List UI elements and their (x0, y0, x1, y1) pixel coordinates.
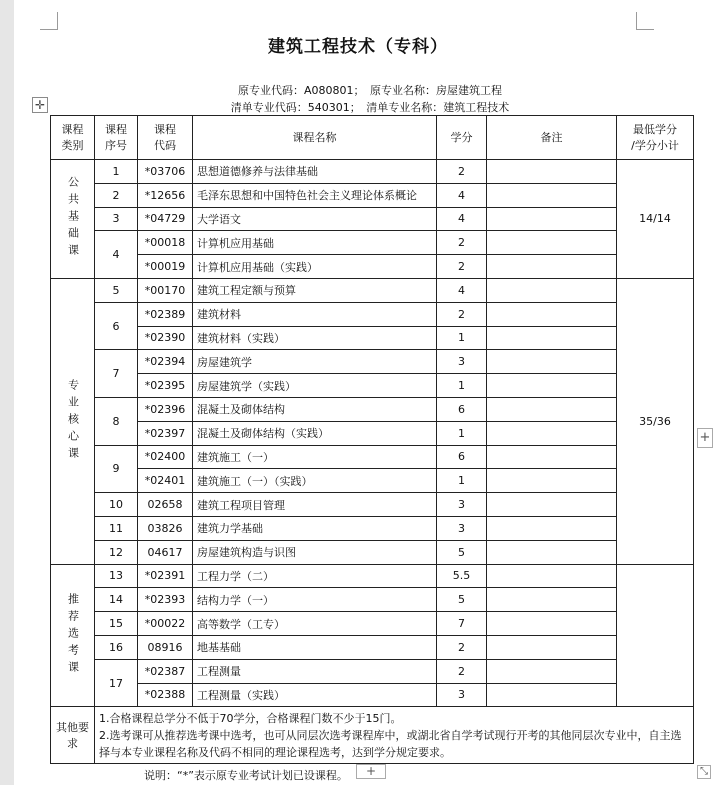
course-name-cell: 房屋建筑构造与识图 (193, 540, 437, 564)
requirement-line-1: 1.合格课程总学分不低于70学分，合格课程门数不少于15门。 (99, 711, 402, 725)
note-cell (487, 564, 617, 588)
table-row (51, 207, 694, 231)
code-cell: *02395 (138, 374, 193, 398)
code-cell: *00019 (138, 255, 193, 279)
code-cell: 03826 (138, 516, 193, 540)
note-cell (487, 635, 617, 659)
table-row (51, 397, 694, 421)
credit-cell: 2 (437, 659, 487, 683)
course-name-cell: 工程力学（二） (193, 564, 437, 588)
code-cell: *00022 (138, 612, 193, 636)
code-cell: *02393 (138, 588, 193, 612)
credit-cell: 4 (437, 207, 487, 231)
code-cell: *02400 (138, 445, 193, 469)
seq-cell: 11 (95, 516, 138, 540)
code-cell: *02394 (138, 350, 193, 374)
table-row (51, 374, 694, 398)
listed-major-info: 清单专业代码：540301； 清单专业名称：建筑工程技术 (230, 101, 510, 114)
credit-cell: 6 (437, 445, 487, 469)
header-code: 课程 代码 (138, 116, 193, 160)
header-min-credit: 最低学分 /学分小计 (617, 116, 694, 160)
table-row (51, 469, 694, 493)
table-row (51, 612, 694, 636)
seq-cell: 2 (95, 183, 138, 207)
table-row (51, 564, 694, 588)
page-left-edge (0, 0, 14, 785)
table-row (51, 588, 694, 612)
note-cell (487, 255, 617, 279)
seq-cell: 6 (95, 302, 138, 350)
credit-cell: 2 (437, 302, 487, 326)
course-name-cell: 地基基础 (193, 635, 437, 659)
table-row (51, 683, 694, 707)
seq-cell: 4 (95, 231, 138, 279)
credit-cell: 1 (437, 469, 487, 493)
note-cell (487, 659, 617, 683)
table-row (51, 540, 694, 564)
table-row (51, 421, 694, 445)
credit-cell: 3 (437, 516, 487, 540)
credit-cell: 2 (437, 231, 487, 255)
table-row (51, 231, 694, 255)
code-cell: *02388 (138, 683, 193, 707)
course-name-cell: 计算机应用基础 (193, 231, 437, 255)
note-cell (487, 207, 617, 231)
page-corner-mark-left (40, 12, 58, 30)
course-name-cell: 大学语文 (193, 207, 437, 231)
course-name-cell: 高等数学（工专） (193, 612, 437, 636)
code-cell: *02391 (138, 564, 193, 588)
credit-cell: 4 (437, 183, 487, 207)
code-cell: 02658 (138, 493, 193, 517)
table-header-row (51, 116, 694, 160)
table-row (51, 302, 694, 326)
course-name-cell: 思想道德修养与法律基础 (193, 160, 437, 184)
header-name: 课程名称 (193, 116, 437, 160)
credit-cell: 3 (437, 350, 487, 374)
table-row (51, 326, 694, 350)
credit-cell: 3 (437, 493, 487, 517)
seq-cell: 15 (95, 612, 138, 636)
seq-cell: 7 (95, 350, 138, 398)
credit-cell: 5 (437, 540, 487, 564)
credit-cell: 3 (437, 683, 487, 707)
note-cell (487, 445, 617, 469)
seq-cell: 14 (95, 588, 138, 612)
note-cell (487, 469, 617, 493)
document-title: 建筑工程技术（专科） (268, 37, 448, 57)
credit-cell: 2 (437, 255, 487, 279)
seq-cell: 3 (95, 207, 138, 231)
table-row (51, 516, 694, 540)
table-row (51, 160, 694, 184)
note-cell (487, 493, 617, 517)
credit-cell: 7 (437, 612, 487, 636)
course-name-cell: 毛泽东思想和中国特色社会主义理论体系概论 (193, 183, 437, 207)
note-cell (487, 350, 617, 374)
category-cell: 公共基础课 (51, 160, 95, 279)
course-name-cell: 工程测量（实践） (193, 683, 437, 707)
course-name-cell: 建筑力学基础 (193, 516, 437, 540)
seq-cell: 12 (95, 540, 138, 564)
table-resize-handle-icon[interactable]: ⤡ (697, 765, 711, 779)
seq-cell: 5 (95, 278, 138, 302)
min-credit-cell (617, 564, 694, 707)
course-name-cell: 建筑工程定额与预算 (193, 278, 437, 302)
code-cell: 08916 (138, 635, 193, 659)
credit-cell: 2 (437, 160, 487, 184)
course-name-cell: 建筑工程项目管理 (193, 493, 437, 517)
other-requirements-row (51, 707, 694, 764)
add-column-button[interactable]: + (697, 428, 713, 448)
code-cell: *02390 (138, 326, 193, 350)
note-cell (487, 302, 617, 326)
note-cell (487, 516, 617, 540)
code-cell: *02401 (138, 469, 193, 493)
note-cell (487, 612, 617, 636)
note-cell (487, 183, 617, 207)
category-cell: 推荐选考课 (51, 564, 95, 707)
credit-cell: 5.5 (437, 564, 487, 588)
table-row (51, 659, 694, 683)
note-cell (487, 540, 617, 564)
seq-cell: 10 (95, 493, 138, 517)
note-cell (487, 326, 617, 350)
other-requirements-text (95, 707, 694, 764)
code-cell: *04729 (138, 207, 193, 231)
min-credit-cell: 14/14 (617, 160, 694, 279)
table-row (51, 493, 694, 517)
seq-cell: 8 (95, 397, 138, 445)
course-name-cell: 房屋建筑学（实践） (193, 374, 437, 398)
credit-cell: 4 (437, 278, 487, 302)
note-cell (487, 231, 617, 255)
add-row-button[interactable]: + (356, 764, 386, 779)
credit-cell: 1 (437, 326, 487, 350)
course-name-cell: 房屋建筑学 (193, 350, 437, 374)
credit-cell: 1 (437, 374, 487, 398)
page-corner-mark-right (636, 12, 654, 30)
code-cell: *12656 (138, 183, 193, 207)
code-cell: *02389 (138, 302, 193, 326)
course-name-cell: 建筑施工（一） (193, 445, 437, 469)
table-row (51, 635, 694, 659)
credit-cell: 2 (437, 635, 487, 659)
course-name-cell: 结构力学（一） (193, 588, 437, 612)
seq-cell: 13 (95, 564, 138, 588)
header-credit: 学分 (437, 116, 487, 160)
seq-cell: 16 (95, 635, 138, 659)
header-note: 备注 (487, 116, 617, 160)
requirement-line-2: 2.选考课可从推荐选考课中选考，也可从同层次选考课程库中，或湖北省自学考试现行开考的其他同层次专业中，自主选择与本专业课程名称及代码不相同的理论课程选考，达到学分规定要求。 (99, 728, 682, 759)
original-major-info: 原专业代码：A080801； 原专业名称：房屋建筑工程 (237, 84, 502, 97)
note-cell (487, 683, 617, 707)
header-seq: 课程 序号 (95, 116, 138, 160)
course-name-cell: 混凝土及砌体结构 (193, 397, 437, 421)
note-cell (487, 160, 617, 184)
note-cell (487, 278, 617, 302)
category-cell: 专业核心课 (51, 278, 95, 564)
seq-cell: 17 (95, 659, 138, 707)
table-row (51, 183, 694, 207)
table-move-handle-icon[interactable]: ✛ (32, 97, 48, 113)
credit-cell: 5 (437, 588, 487, 612)
code-cell: *00018 (138, 231, 193, 255)
code-cell: *02397 (138, 421, 193, 445)
credit-cell: 1 (437, 421, 487, 445)
note-cell (487, 374, 617, 398)
course-plan-table (50, 115, 694, 764)
course-name-cell: 建筑材料（实践） (193, 326, 437, 350)
seq-cell: 1 (95, 160, 138, 184)
code-cell: 04617 (138, 540, 193, 564)
note-cell (487, 397, 617, 421)
course-name-cell: 混凝土及砌体结构（实践） (193, 421, 437, 445)
code-cell: *02396 (138, 397, 193, 421)
course-name-cell: 建筑材料 (193, 302, 437, 326)
code-cell: *03706 (138, 160, 193, 184)
note-cell (487, 421, 617, 445)
table-row (51, 255, 694, 279)
footnote: 说明：“*”表示原专业考试计划已设课程。 (144, 769, 348, 782)
table-row (51, 350, 694, 374)
credit-cell: 6 (437, 397, 487, 421)
table-row (51, 445, 694, 469)
course-name-cell: 计算机应用基础（实践） (193, 255, 437, 279)
min-credit-cell: 35/36 (617, 278, 694, 564)
note-cell (487, 588, 617, 612)
course-name-cell: 工程测量 (193, 659, 437, 683)
code-cell: *02387 (138, 659, 193, 683)
course-name-cell: 建筑施工（一）（实践） (193, 469, 437, 493)
table-row (51, 278, 694, 302)
other-requirements-label: 其他要求 (51, 707, 95, 764)
code-cell: *00170 (138, 278, 193, 302)
seq-cell: 9 (95, 445, 138, 493)
header-category: 课程 类别 (51, 116, 95, 160)
